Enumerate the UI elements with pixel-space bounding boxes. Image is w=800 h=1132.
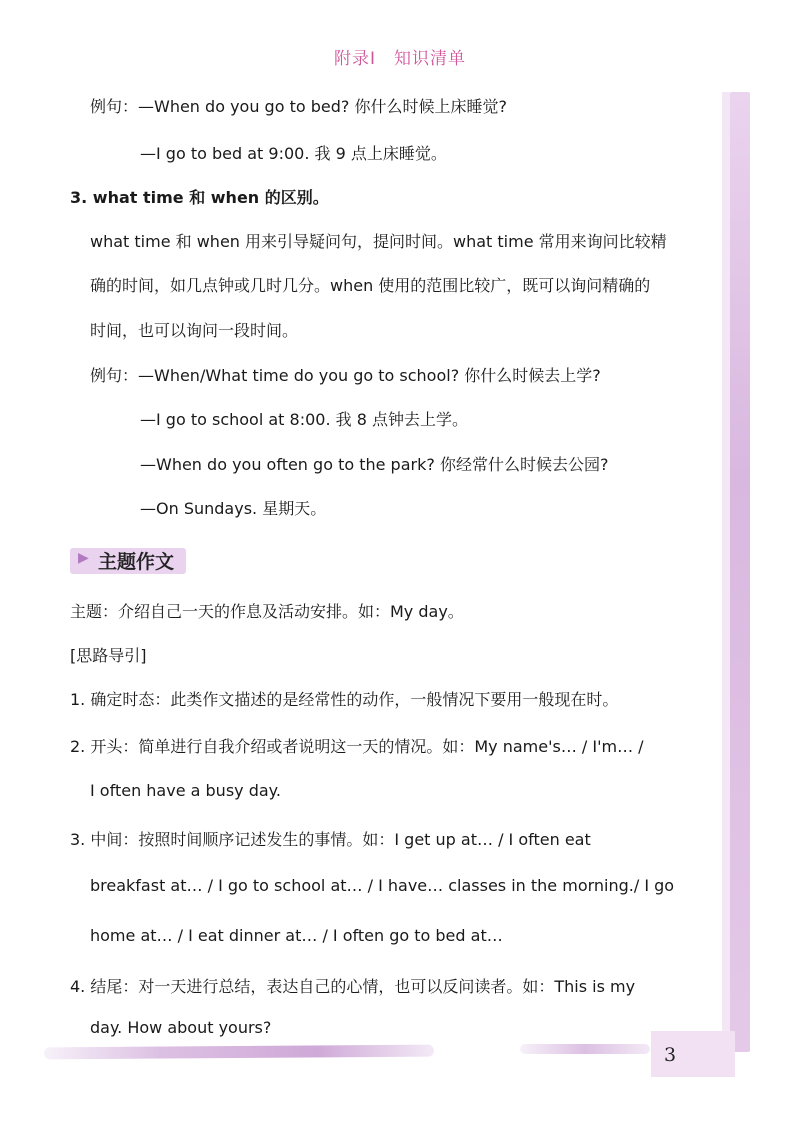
guide-point-2-cont: I often have a busy day. xyxy=(90,781,281,800)
page-number: 3 xyxy=(664,1044,677,1066)
guide-point-1: 1. 确定时态：此类作文描述的是经常性的动作，一般情况下要用一般现在时。 xyxy=(70,690,619,709)
example-line-3: 例句：—When/What time do you go to school? 你什么时候去上学? xyxy=(90,366,601,385)
guide-point-3-cont-1: breakfast at… / I go to school at… / I have… classes in the morning./ I go xyxy=(90,876,675,895)
topic-line: 主题：介绍自己一天的作息及活动安排。如：My day。 xyxy=(70,602,464,621)
guide-point-3-cont-2: home at… / I eat dinner at… / I often go to bed at… xyxy=(90,926,503,945)
guide-point-4-cont: day. How about yours? xyxy=(90,1018,272,1037)
bottom-brush-stroke-right xyxy=(520,1044,650,1054)
side-decoration-light xyxy=(722,92,730,1052)
header-title: 知识清单 xyxy=(394,49,466,69)
example-line-2: —I go to bed at 9:00. 我 9 点上床睡觉。 xyxy=(140,144,447,163)
example-line-1: 例句：—When do you go to bed? 你什么时候上床睡觉? xyxy=(90,97,507,116)
example-line-5: —When do you often go to the park? 你经常什么时候去公园? xyxy=(140,455,609,474)
guide-heading: [思路导引] xyxy=(70,646,147,665)
bottom-brush-stroke-left xyxy=(44,1045,434,1060)
point-3-heading: 3. what time 和 when 的区别。 xyxy=(70,188,329,207)
example-line-4: —I go to school at 8:00. 我 8 点钟去上学。 xyxy=(140,410,468,429)
guide-point-2: 2. 开头：简单进行自我介绍或者说明这一天的情况。如：My name's… / I'm… / xyxy=(70,737,644,756)
paragraph-line-2: 确的时间，如几点钟或几时几分。when 使用的范围比较广，既可以询问精确的 xyxy=(90,276,651,295)
paragraph-line-1: what time 和 when 用来引导疑问句，提问时间。what time 常用来询问比较精 xyxy=(90,232,667,251)
guide-point-4: 4. 结尾：对一天进行总结，表达自己的心情，也可以反问读者。如：This is my xyxy=(70,977,636,996)
example-line-6: —On Sundays. 星期天。 xyxy=(140,499,327,518)
paragraph-line-3: 时间，也可以询问一段时间。 xyxy=(90,321,299,340)
header-appendix: 附录Ⅰ xyxy=(333,49,376,69)
page-header xyxy=(0,44,800,69)
section-heading xyxy=(70,546,190,574)
guide-point-3: 3. 中间：按照时间顺序记述发生的事情。如：I get up at… / I often eat xyxy=(70,830,591,849)
side-decoration-bar xyxy=(730,92,750,1052)
arrow-right-icon: ▶ xyxy=(78,550,89,566)
section-title: 主题作文 xyxy=(98,551,175,573)
